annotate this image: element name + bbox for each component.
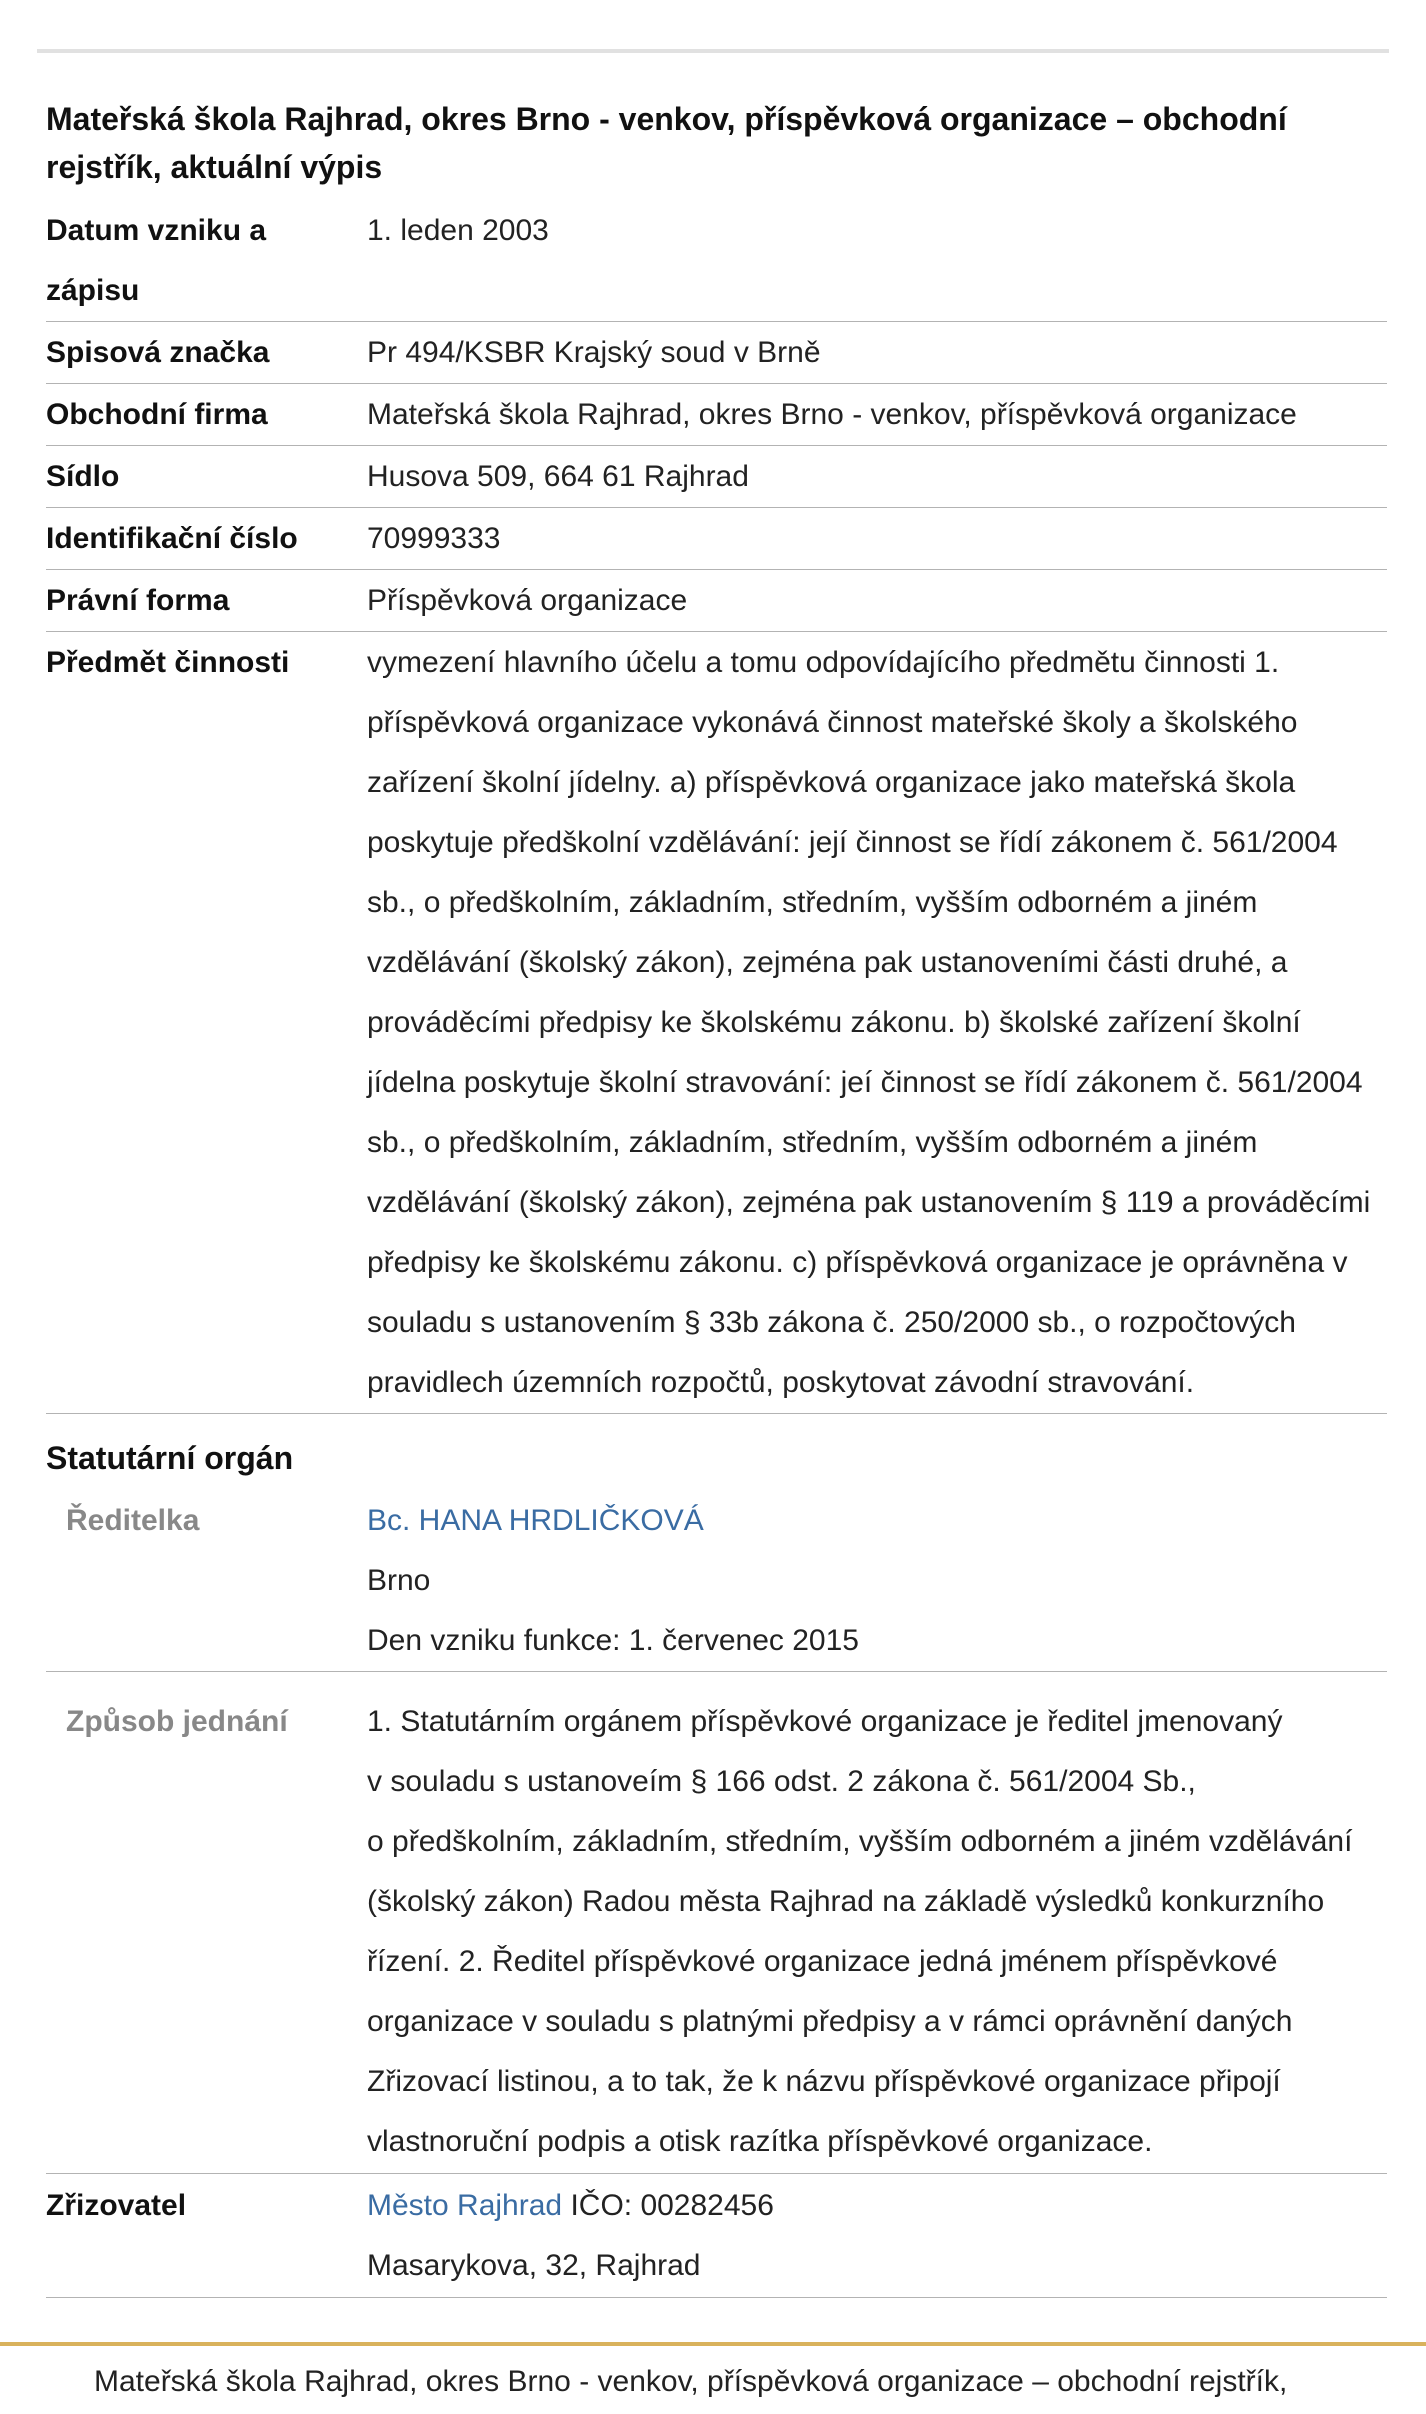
person-since: Den vzniku funkce: 1. červenec 2015: [367, 1624, 859, 1657]
row-datum-vzniku: [46, 200, 1387, 322]
zrizovatel-details: [367, 2176, 1387, 2296]
text-line: 1. Statutárním orgánem příspěvkové organizace je ředitel jmenovaný: [367, 1705, 1283, 1738]
text-line: Zřizovací listinou, a to tak, že k názvu příspěvkové organizace připojí: [367, 2065, 1281, 2098]
row-label: Datum vzniku a zápisu: [46, 214, 267, 307]
row-label: Zřizovatel: [46, 2189, 187, 2222]
text-line: sb., o předškolním, základním, středním, vyšším odborném a jiném: [367, 1126, 1258, 1159]
row-label: Sídlo: [46, 460, 120, 493]
text-line: řízení. 2. Ředitel příspěvkové organizace jedná jménem příspěvkové: [367, 1945, 1278, 1978]
text-line: zařízení školní jídelny. a) příspěvková organizace jako mateřská škola: [367, 766, 1296, 799]
text-line: poskytuje předškolní vzdělávání: její činnost se řídí zákonem č. 561/2004: [367, 826, 1338, 859]
text-line: předpisy ke školskému zákonu. c) příspěvková organizace je oprávněna v: [367, 1246, 1348, 1279]
text-line: souladu s ustanovením § 33b zákona č. 250/2000 sb., o rozpočtových: [367, 1306, 1296, 1339]
row-value: Příspěvková organizace: [367, 584, 688, 617]
page-footer: [0, 2342, 1426, 2414]
row-ico: [46, 508, 1387, 570]
text-line: vzdělávání (školský zákon), zejména pak ustanovením § 119 a prováděcími: [367, 1186, 1371, 1219]
registry-table: [46, 200, 1387, 2298]
predmet-cinnosti-text: [367, 633, 1387, 1413]
zrizovatel-ico: IČO: 00282456: [570, 2189, 774, 2222]
zrizovatel-link[interactable]: Město Rajhrad: [367, 2189, 563, 2222]
row-zrizovatel: [46, 2174, 1387, 2298]
text-line: sb., o předškolním, základním, středním, vyšším odborném a jiném: [367, 886, 1258, 919]
row-label: Právní forma: [46, 584, 230, 617]
zrizovatel-address: Masarykova, 32, Rajhrad: [367, 2249, 701, 2282]
row-label: Spisová značka: [46, 336, 270, 369]
text-line: o předškolním, základním, středním, vyšším odborném a jiném vzdělávání: [367, 1825, 1353, 1858]
footer-text: Mateřská škola Rajhrad, okres Brno - venkov, příspěvková organizace – obchodní rejstřík,: [94, 2365, 1288, 2398]
row-value: Mateřská škola Rajhrad, okres Brno - venkov, příspěvková organizace: [367, 398, 1297, 431]
text-line: organizace v souladu s platnými předpisy a v rámci oprávnění daných: [367, 2005, 1293, 2038]
page-title: Mateřská škola Rajhrad, okres Brno - venkov, příspěvková organizace – obchodní rejstřík, aktuální výpis: [46, 101, 1287, 185]
text-line: (školský zákon) Radou města Rajhrad na základě výsledků konkurzního: [367, 1885, 1325, 1918]
person-city: Brno: [367, 1564, 431, 1597]
text-line: vlastnoruční podpis a otisk razítka příspěvkové organizace.: [367, 2125, 1153, 2158]
row-sidlo: [46, 446, 1387, 508]
text-line: pravidlech územních rozpočtů, poskytovat závodní stravování.: [367, 1366, 1195, 1399]
row-spisova-znacka: [46, 322, 1387, 384]
row-predmet-cinnosti: [46, 632, 1387, 1414]
company-extract-card: [37, 49, 1389, 2298]
row-label: Obchodní firma: [46, 398, 268, 431]
zrizovatel-line: [367, 2176, 1387, 2236]
text-line: prováděcími předpisy ke školskému zákonu. b) školské zařízení školní: [367, 1006, 1301, 1039]
text-line: jídelna poskytuje školní stravování: jeí činnost se řídí zákonem č. 561/2004: [367, 1066, 1363, 1099]
row-label: Způsob jednání: [66, 1705, 288, 1738]
text-line: vzdělávání (školský zákon), zejména pak ustanoveními části druhé, a: [367, 946, 1288, 979]
row-value: Husova 509, 664 61 Rajhrad: [367, 460, 749, 493]
statutarni-organ-heading: Statutární orgán: [46, 1440, 294, 1476]
row-label: Identifikační číslo: [46, 522, 298, 555]
text-line: vymezení hlavního účelu a tomu odpovídajícího předmětu činnosti 1.: [367, 646, 1280, 679]
row-value: 70999333: [367, 522, 501, 555]
reditelka-details: [367, 1491, 1387, 1671]
row-label: Předmět činnosti: [46, 646, 290, 679]
zpusob-jednani-text: [367, 1692, 1387, 2172]
row-value: 1. leden 2003: [367, 214, 549, 247]
person-line: [367, 1491, 1387, 1551]
row-zpusob-jednani: [46, 1672, 1387, 2174]
row-label: Ředitelka: [66, 1504, 200, 1537]
text-line: příspěvková organizace vykonává činnost mateřské školy a školského: [367, 706, 1298, 739]
text-line: v souladu s ustanoveím § 166 odst. 2 zákona č. 561/2004 Sb.,: [367, 1765, 1196, 1798]
reditelka-name-link[interactable]: Bc. HANA HRDLIČKOVÁ: [367, 1504, 704, 1537]
row-obchodni-firma: [46, 384, 1387, 446]
row-reditelka: [46, 1488, 1387, 1672]
row-value: Pr 494/KSBR Krajský soud v Brně: [367, 336, 821, 369]
row-pravni-forma: [46, 570, 1387, 632]
